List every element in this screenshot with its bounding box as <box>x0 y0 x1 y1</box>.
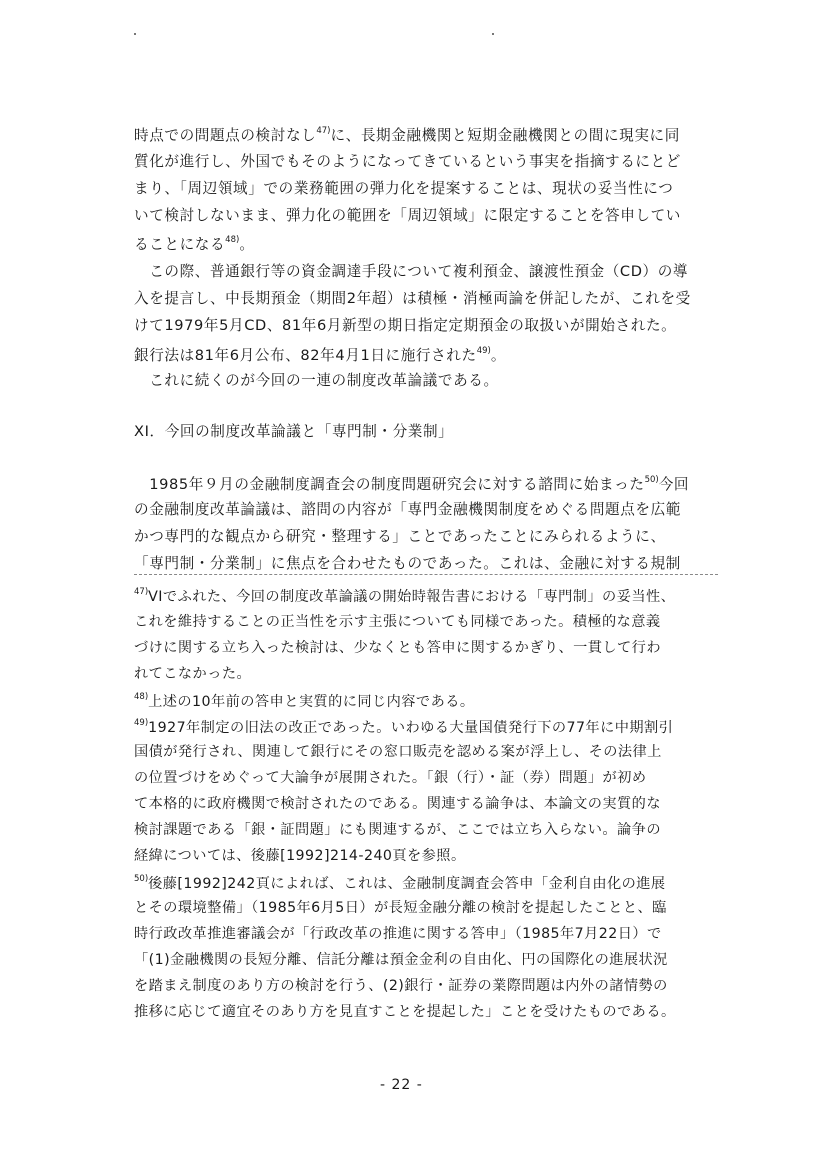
scan-speck <box>492 33 494 35</box>
footnote-separator <box>134 574 718 575</box>
text-line <box>134 849 466 863</box>
text-segment: 質化が進行し、外国でもそのようになってきているという事実を指摘するにとど <box>134 153 681 170</box>
page-number: - 22 - <box>380 1077 423 1093</box>
text-segment: とその環境整備」（1985年6月5日）が長短金融分離の検討を提起したことと、臨 <box>134 900 667 916</box>
text-line <box>134 615 661 629</box>
text-line <box>134 347 506 364</box>
text-line <box>134 588 675 604</box>
text-line <box>134 979 668 993</box>
text-segment: 。 <box>239 236 255 253</box>
text-line <box>134 901 667 915</box>
text-line <box>134 557 681 572</box>
text-line <box>134 476 689 493</box>
text-segment: の金融制度改革論議は、諮問の内容が「専門金融機関制度をめぐる問題点を広範 <box>134 501 681 518</box>
footnote-ref: 48) <box>225 235 240 245</box>
text-line <box>134 155 681 170</box>
footnote-ref: 50) <box>134 874 149 884</box>
text-line <box>134 1005 676 1019</box>
text-segment: 国債が発行され、関連して銀行にその窓口販売を認める案が浮上し、その法律上 <box>134 744 662 760</box>
text-segment: 1927年制定の旧法の改正であった。いわゆる大量国債発行下の77年に中期割引 <box>148 720 674 736</box>
text-segment: 1985年９月の金融制度調査会の制度問題研究会に対する諮問に始まった <box>134 476 645 493</box>
text-segment: 上述の10年前の答申と実質的に同じ内容である。 <box>148 694 475 710</box>
text-line <box>134 265 688 280</box>
text-segment: これを維持することの正当性を示す主張についても同様であった。積極的な意義 <box>134 614 661 630</box>
text-line <box>134 127 680 144</box>
text-segment: ることになる <box>134 236 226 253</box>
text-line <box>134 719 673 735</box>
text-line <box>134 292 691 307</box>
footnote-ref: 49) <box>476 346 491 356</box>
text-segment: この際、普通銀行等の資金調達手段について複利預金、譲渡性預金（CD）の導 <box>134 263 689 280</box>
section-heading: XI．今回の制度改革論議と「専門制・分業制」 <box>134 423 454 440</box>
text-segment: これに続くのが今回の一連の制度改革論議である。 <box>134 372 499 389</box>
text-segment: 経緯については、後藤[1992]214-240頁を参照。 <box>134 848 466 864</box>
text-segment: 「(1)金融機関の長短分離、信託分離は預金金利の自由化、円の国際化の進展状況 <box>134 952 668 968</box>
text-segment: 「専門制・分業制」に焦点を合わせたものであった。これは、金融に対する規制 <box>134 555 681 572</box>
text-line <box>134 374 499 389</box>
footnote-ref: 48) <box>134 692 149 702</box>
text-segment: 時点での問題点の検討なし <box>134 127 317 144</box>
text-line <box>134 319 676 334</box>
text-segment: いて検討しないまま、弾力化の範囲を「周辺領域」に限定することを答申してい <box>134 207 681 224</box>
text-segment: の位置づけをめぐって大論争が展開された。「銀（行）・証（券）問題」が初め <box>134 770 647 786</box>
text-segment: 時行政改革推進審議会が「行政改革の推進に関する答申」（1985年7月22日）で <box>134 926 662 942</box>
scan-speck <box>134 33 136 35</box>
text-line <box>134 823 661 837</box>
text-segment: に、長期金融機関と短期金融機関との間に現実に同 <box>330 127 680 144</box>
text-line <box>134 209 681 224</box>
text-segment: 入を提言し、中長期預金（期間2年超）は積極・消極両論を併記したが、これを受 <box>134 290 691 307</box>
text-line <box>134 771 646 785</box>
text-line <box>134 667 251 681</box>
text-segment: 検討課題である「銀・証問題」にも関連するが、ここでは立ち入らない。論争の <box>134 822 661 838</box>
text-line <box>134 875 666 891</box>
text-line <box>134 693 474 709</box>
text-segment: 。 <box>490 347 507 364</box>
text-line <box>134 797 661 811</box>
text-line <box>134 503 681 518</box>
footnote-ref: 50) <box>644 475 659 485</box>
text-segment: かつ専門的な観点から研究・整理する」ことであったことにみられるように、 <box>134 528 666 545</box>
text-segment: を踏まえ制度のあり方の検討を行う、(2)銀行・証券の業際問題は内外の諸情勢の <box>134 978 668 994</box>
text-line <box>134 236 255 253</box>
text-segment: けて1979年5月CD、81年6月新型の期日指定定期預金の取扱いが開始された。 <box>134 317 677 334</box>
text-segment: まり、「周辺領域」での業務範囲の弾力化を提案することは、現状の妥当性につ <box>134 180 674 197</box>
text-segment: 後藤[1992]242頁によれば、これは、金融制度調査会答申「金利自由化の進展 <box>148 876 666 892</box>
text-segment: 銀行法は81年6月公布、82年4月1日に施行された <box>134 347 477 364</box>
footnote-ref: 47) <box>316 126 331 136</box>
text-line <box>134 953 668 967</box>
text-line <box>134 745 662 759</box>
text-segment: れてこなかった。 <box>134 666 252 682</box>
text-line <box>134 530 666 545</box>
text-segment: て本格的に政府機関で検討されたのである。関連する論争は、本論文の実質的な <box>134 796 661 812</box>
text-line <box>134 927 662 941</box>
text-line <box>134 182 673 197</box>
footnote-ref: 49) <box>134 718 149 728</box>
text-segment: づけに関する立ち入った検討は、少なくとも答申に関するかぎり、一貫して行わ <box>134 640 661 656</box>
text-line <box>134 641 661 655</box>
text-segment: 推移に応じて適宜そのあり方を見直すことを提起した」ことを受けたものである。 <box>134 1004 676 1020</box>
text-segment: 今回 <box>658 476 690 493</box>
text-segment: VIでふれた、今回の制度改革論議の開始時報告書における「専門制」の妥当性、 <box>148 589 676 605</box>
footnote-ref: 47) <box>134 587 149 597</box>
